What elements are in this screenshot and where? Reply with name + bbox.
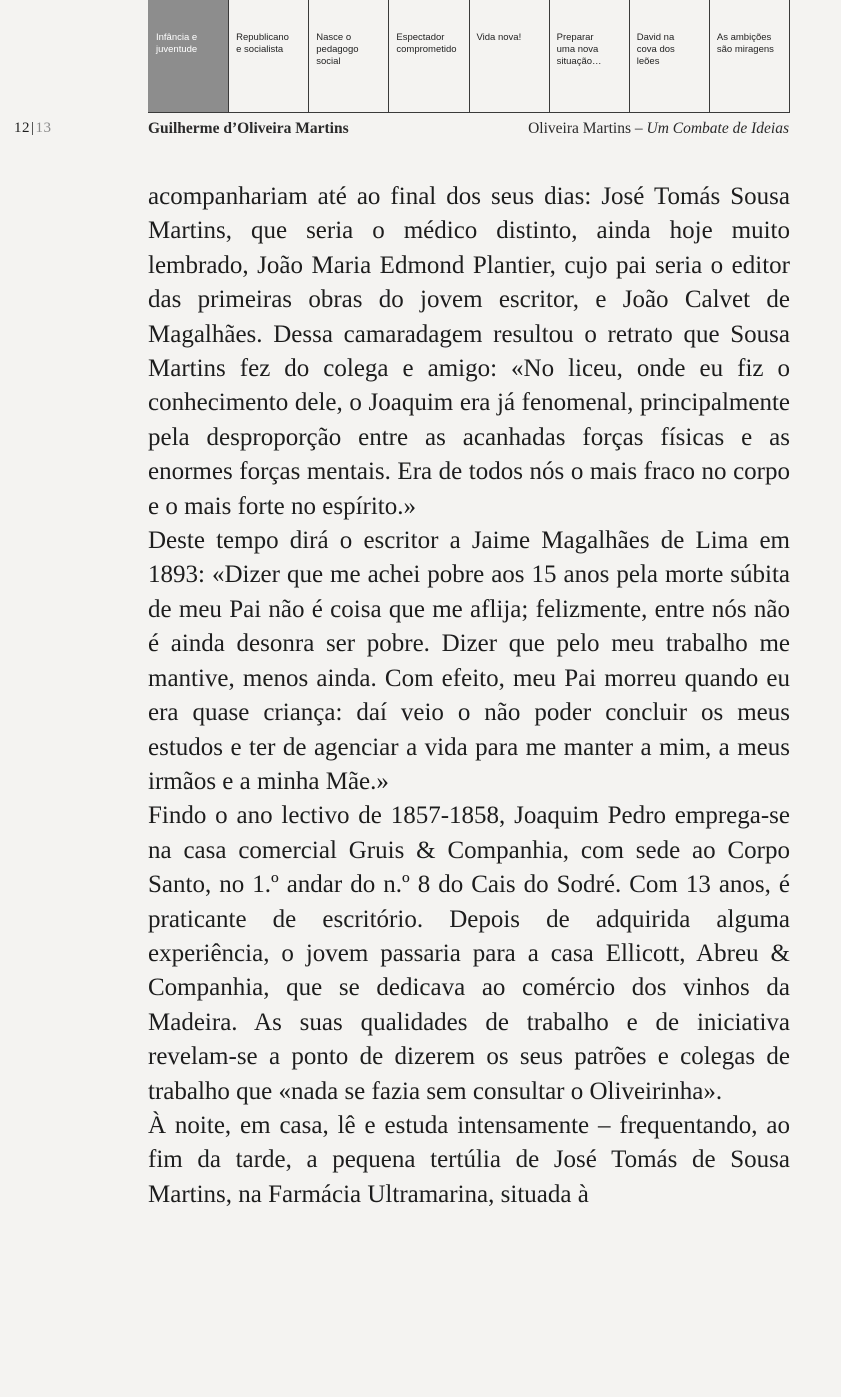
page-number-current: 12 — [14, 120, 30, 136]
paragraph: Findo o ano lectivo de 1857-1858, Joaquim Pedro emprega-se na casa comercial Gruis & Companhia, com sede ao Corpo Santo, no 1.º andar do n.º 8 do Cais do Sodré. Com 13 anos, é praticante de escritório. Depois de adquirida alguma experiência, o jovem passaria para a casa Ellicott, Abreu & Companhia, que se dedicava ao comércio dos vinhos da Madeira. As suas qualidades de trabalho e de iniciativa revelam-se a ponto de dizerem os seus patrões e colegas de trabalho que «nada se fazia sem consultar o Oliveirinha». — [148, 802, 790, 1105]
book-title — [528, 120, 789, 138]
paragraph: acompanhariam até ao final dos seus dias: José Tomás Sousa Martins, que seria o médico distinto, ainda hoje muito lembrado, João Maria Edmond Plantier, cujo pai seria o editor das primeiras obras do jovem escritor, e João Calvet de Magalhães. Dessa camaradagem resultou o retrato que Sousa Martins fez do colega e amigo: «No liceu, onde eu fiz o conhecimento dele, o Joaquim era já fenomenal, principalmente pela desproporção entre as acanhadas forças físicas e as enormes forças mentais. Era de todos nós o mais fraco no corpo e o mais forte no espírito.» — [148, 183, 790, 520]
body-text — [148, 180, 790, 1212]
chapter-tab-david: David na cova dos leões — [629, 0, 709, 112]
running-header — [0, 120, 841, 142]
page-numbers — [14, 120, 52, 137]
chapter-tab-espectador: Espectador comprometido — [388, 0, 468, 112]
chapter-tabs — [148, 0, 790, 113]
book-title-italic: Um Combate de Ideias — [646, 120, 789, 137]
chapter-tab-vida-nova: Vida nova! — [469, 0, 549, 112]
paragraph: À noite, em casa, lê e estuda intensamente – frequentando, ao fim da tarde, a pequena tertúlia de José Tomás de Sousa Martins, na Farmácia Ultramarina, situada à — [148, 1111, 790, 1208]
book-title-prefix: Oliveira Martins – — [528, 120, 647, 137]
chapter-tab-ambicoes: As ambições são miragens — [709, 0, 790, 112]
author-name: Guilherme d’Oliveira Martins — [148, 120, 349, 137]
chapter-tab-republicano: Republicano e socialista — [228, 0, 308, 112]
chapter-tab-preparar: Preparar uma nova situação… — [549, 0, 629, 112]
page-number-separator: | — [31, 120, 35, 136]
page-number-next: 13 — [35, 120, 52, 136]
paragraph: Deste tempo dirá o escritor a Jaime Magalhães de Lima em 1893: «Dizer que me achei pobre aos 15 anos pela morte súbita de meu Pai não é coisa que me aflija; felizmente, entre nós não é ainda desonra ser pobre. Dizer que pelo meu trabalho me mantive, menos ainda. Com efeito, meu Pai morreu quando eu era quase criança: daí veio o não poder concluir os meus estudos e ter de agenciar a vida para me manter a mim, a meus irmãos e a minha Mãe.» — [148, 527, 790, 795]
chapter-tab-infancia: Infância e juventude — [148, 0, 228, 112]
chapter-tab-pedagogo: Nasce o pedagogo social — [308, 0, 388, 112]
